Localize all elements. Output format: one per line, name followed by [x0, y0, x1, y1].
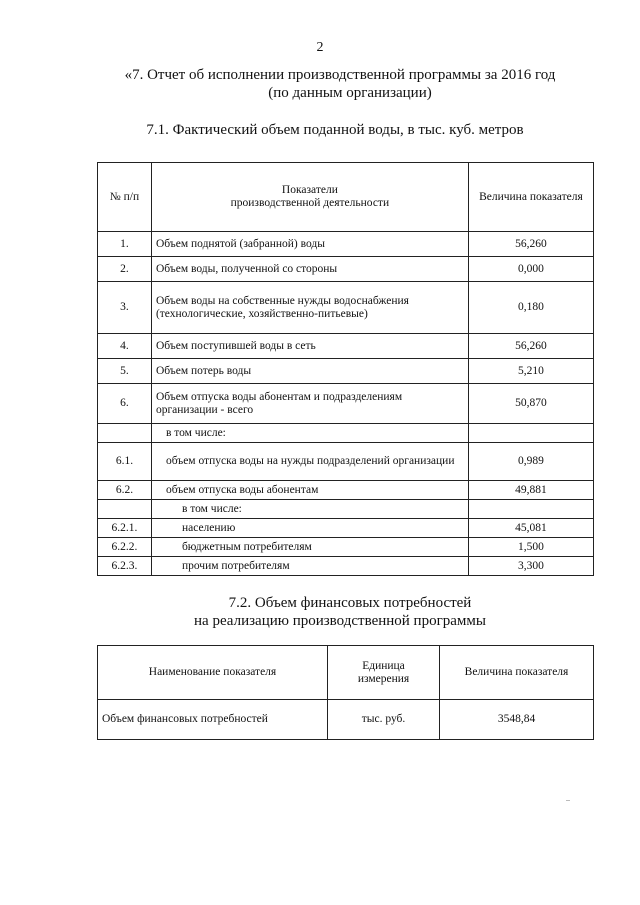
table-header-row [98, 163, 594, 232]
row-name: Объем поступившей воды в сеть [151, 334, 468, 359]
header-unit-line-2: измерения [357, 672, 410, 685]
row-value: 5,210 [468, 359, 593, 384]
row-num: 6.2. [98, 481, 152, 500]
row-num [98, 424, 152, 443]
row-num: 2. [98, 257, 152, 282]
row-value: 56,260 [468, 334, 593, 359]
table-row [98, 384, 594, 424]
row-name: прочим потребителям [151, 557, 468, 576]
header-name [151, 163, 468, 232]
row-name: Объем финансовых потребностей [98, 700, 328, 740]
section-2-title [0, 594, 640, 630]
row-num: 6. [98, 384, 152, 424]
header-name-line-2: производственной деятельности [230, 197, 390, 209]
row-value: 0,180 [468, 282, 593, 334]
row-name: объем отпуска воды абонентам [151, 481, 468, 500]
row-num [98, 500, 152, 519]
table-row [98, 424, 594, 443]
header-name: Наименование показателя [98, 646, 328, 700]
water-volume-table [97, 162, 594, 576]
row-num: 6.2.3. [98, 557, 152, 576]
section-2-title-line-2: на реализацию производственной программы [194, 613, 486, 629]
title-line-2: (по данным организации) [268, 85, 432, 101]
header-unit [328, 646, 440, 700]
section-1-title: 7.1. Фактический объем поданной воды, в тыс. куб. метров [146, 122, 524, 138]
header-value: Величина показателя [468, 163, 593, 232]
header-name-line-1: Показатели [281, 184, 338, 196]
row-name: населению [151, 519, 468, 538]
table-header-row [98, 646, 594, 700]
table-row [98, 334, 594, 359]
row-name: объем отпуска воды на нужды подразделений организации [151, 443, 468, 481]
row-value: 0,989 [468, 443, 593, 481]
document-title [0, 66, 640, 102]
table-row [98, 500, 594, 519]
row-name: Объем потерь воды [151, 359, 468, 384]
row-name: в том числе: [151, 424, 468, 443]
row-value [468, 500, 593, 519]
row-name: Объем отпуска воды абонентам и подразделениям организации - всего [151, 384, 468, 424]
row-num: 6.2.1. [98, 519, 152, 538]
table-row [98, 519, 594, 538]
row-num: 4. [98, 334, 152, 359]
row-num: 6.2.2. [98, 538, 152, 557]
header-num: № п/п [98, 163, 152, 232]
header-unit-line-1: Единица [362, 659, 405, 672]
table-row [98, 481, 594, 500]
row-value: 3548,84 [440, 700, 594, 740]
row-value: 1,500 [468, 538, 593, 557]
row-num: 5. [98, 359, 152, 384]
row-num: 1. [98, 232, 152, 257]
page-number: 2 [316, 40, 324, 55]
row-value: 0,000 [468, 257, 593, 282]
row-name: Объем воды на собственные нужды водоснабжения (технологические, хозяйственно-питьевые) [151, 282, 468, 334]
scan-speck [566, 800, 570, 801]
row-name: бюджетным потребителям [151, 538, 468, 557]
table-row [98, 538, 594, 557]
row-value: 56,260 [468, 232, 593, 257]
financial-needs-table [97, 645, 594, 740]
section-2-title-line-1: 7.2. Объем финансовых потребностей [228, 595, 472, 611]
title-line-1: «7. Отчет об исполнении производственной программы за 2016 год [124, 67, 556, 83]
header-value: Величина показателя [440, 646, 594, 700]
table-row [98, 557, 594, 576]
row-value: 49,881 [468, 481, 593, 500]
table-row [98, 257, 594, 282]
row-num: 6.1. [98, 443, 152, 481]
table-row [98, 443, 594, 481]
table-row [98, 282, 594, 334]
row-value: 3,300 [468, 557, 593, 576]
row-name: в том числе: [151, 500, 468, 519]
table-row [98, 232, 594, 257]
row-value: 50,870 [468, 384, 593, 424]
table-row [98, 359, 594, 384]
row-name: Объем поднятой (забранной) воды [151, 232, 468, 257]
table-row [98, 700, 594, 740]
row-value: 45,081 [468, 519, 593, 538]
row-unit: тыс. руб. [328, 700, 440, 740]
row-value [468, 424, 593, 443]
row-name: Объем воды, полученной со стороны [151, 257, 468, 282]
row-num: 3. [98, 282, 152, 334]
